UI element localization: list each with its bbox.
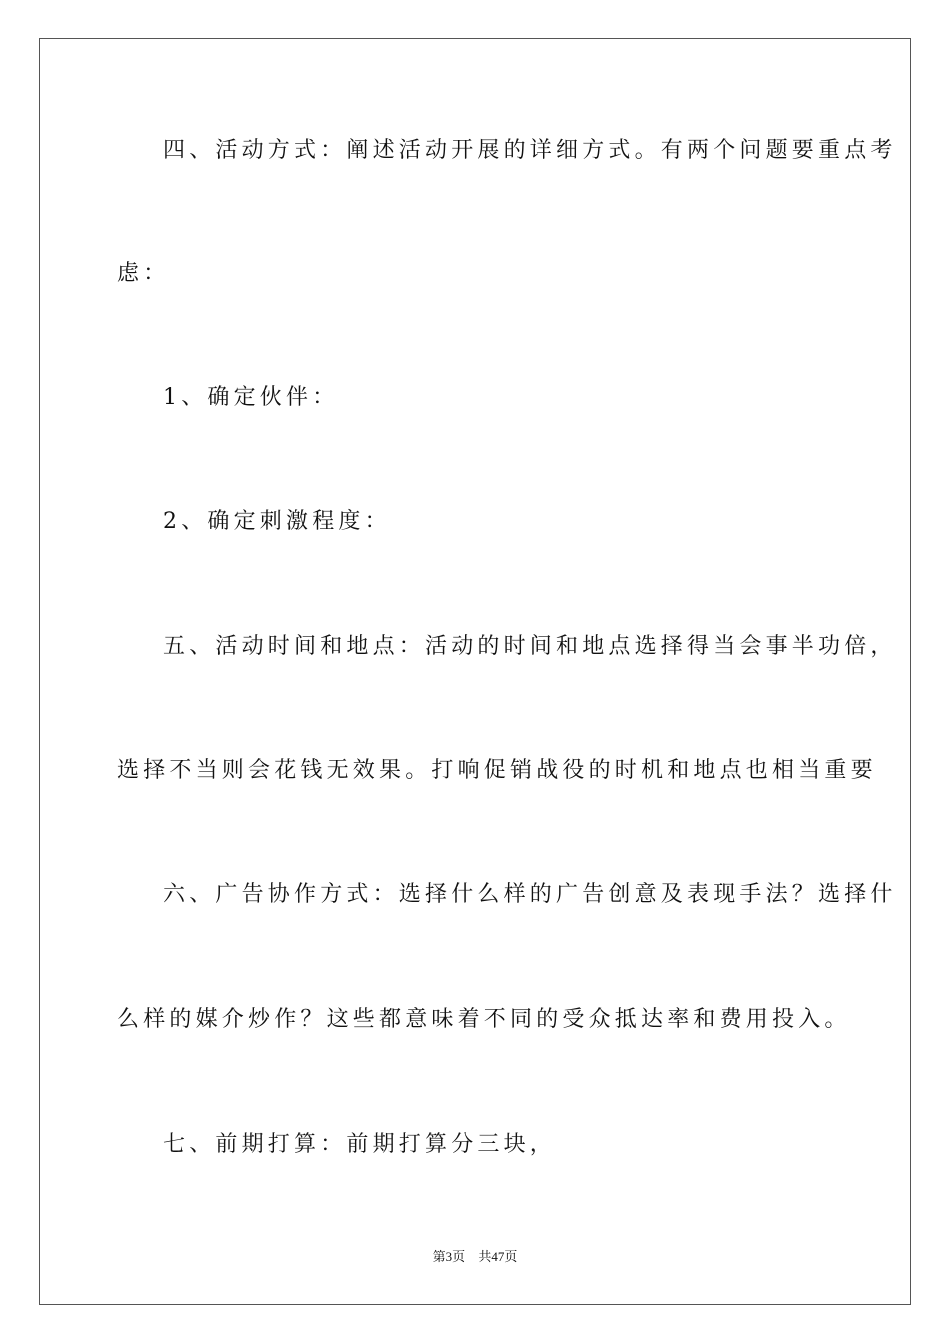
paragraph-line: 2、确定刺激程度： — [163, 509, 391, 534]
paragraph-line: 虑： — [117, 261, 170, 286]
paragraph-line: 五、活动时间和地点：活动的时间和地点选择得当会事半功倍， — [163, 634, 897, 659]
page-footer — [0, 1246, 950, 1265]
page-number: 第3页 — [432, 1249, 466, 1264]
page-total: 共47页 — [478, 1249, 518, 1264]
paragraph-line: 七、前期打算：前期打算分三块， — [163, 1132, 557, 1157]
page-border — [39, 38, 911, 1305]
paragraph-line: 选择不当则会花钱无效果。打响促销战役的时机和地点也相当重要 — [117, 758, 877, 783]
paragraph-line: 四、活动方式：阐述活动开展的详细方式。有两个问题要重点考 — [163, 138, 897, 163]
paragraph-line: 么样的媒介炒作？这些都意味着不同的受众抵达率和费用投入。 — [117, 1007, 851, 1032]
paragraph-line: 1、确定伙伴： — [163, 385, 339, 410]
paragraph-line: 六、广告协作方式：选择什么样的广告创意及表现手法？选择什 — [163, 882, 897, 907]
